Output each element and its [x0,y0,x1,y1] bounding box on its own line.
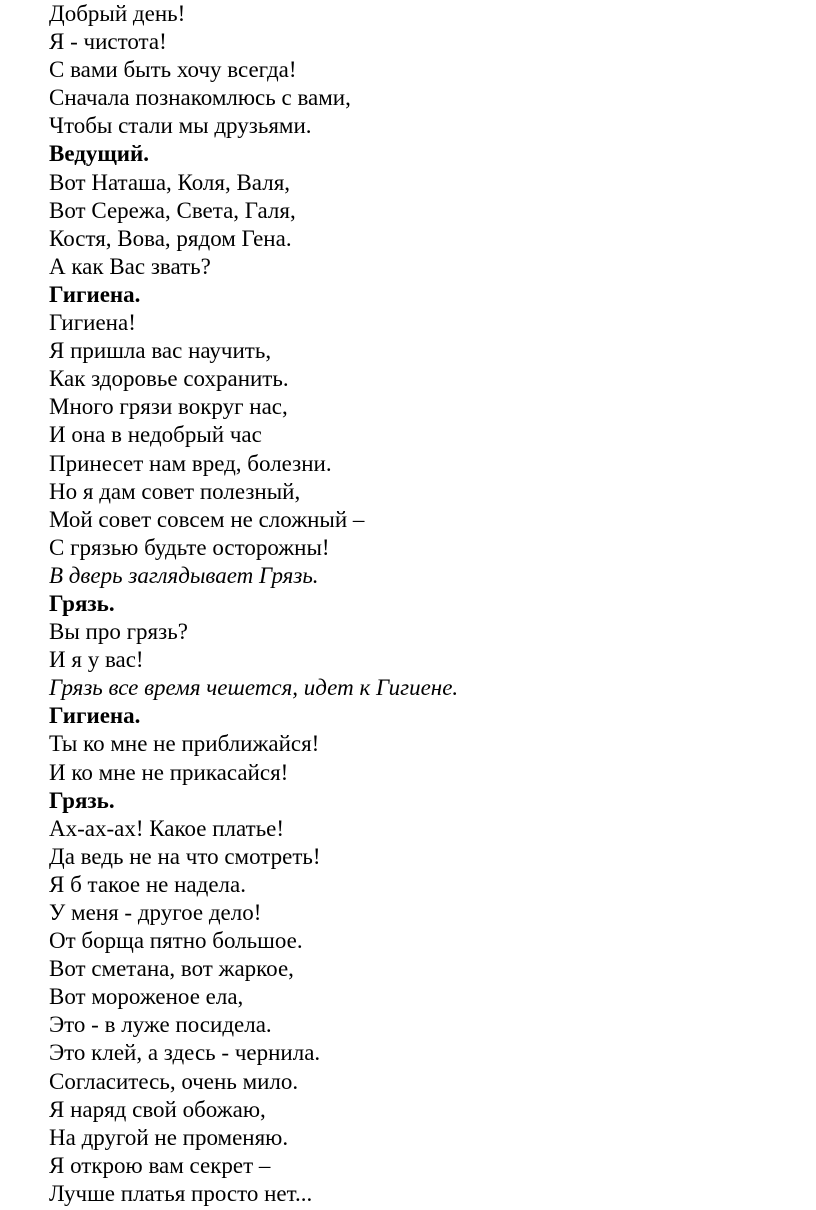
verse-line: Я открою вам секрет – [49,1152,271,1178]
document-page [49,0,799,1208]
verse-line: Вот Сережа, Света, Галя, [49,197,296,223]
speaker-name: Гигиена. [49,703,141,729]
verse-line: Это клей, а здесь - чернила. [49,1040,321,1066]
verse-line: Сначала познакомлюсь с вами, [49,85,351,111]
verse-line: С вами быть хочу всегда! [49,57,297,83]
verse-line: На другой не променяю. [49,1124,289,1150]
speaker-name: Грязь. [49,590,115,616]
stage-direction: Грязь все время чешется, идет к Гигиене. [49,675,459,701]
verse-line: Да ведь не на что смотреть! [49,843,321,869]
verse-line: Я наряд свой обожаю, [49,1096,266,1122]
verse-line: От борща пятно большое. [49,928,303,954]
verse-line: Как здоровье сохранить. [49,366,289,392]
verse-line: Лучше платья просто нет... [49,1180,313,1206]
verse-line: Ах-ах-ах! Какое платье! [49,815,285,841]
verse-line: Вот мороженое ела, [49,984,244,1010]
verse-line: Я - чистота! [49,29,167,55]
verse-line: Добрый день! [49,1,186,26]
verse-line: А как Вас звать? [49,253,211,279]
verse-line: Принесет нам вред, болезни. [49,450,332,476]
verse-line: Вот Наташа, Коля, Валя, [49,169,291,195]
verse-line: С грязью будьте осторожны! [49,534,330,560]
verse-line: Гигиена! [49,310,136,336]
verse-line: Согласитесь, очень мило. [49,1068,299,1094]
verse-line: Я пришла вас научить, [49,338,272,364]
verse-line: И ко мне не прикасайся! [49,759,289,785]
verse-line: Ты ко мне не приближайся! [49,731,320,757]
stage-direction: В дверь заглядывает Грязь. [49,562,319,588]
verse-line: Мой совет совсем не сложный – [49,506,365,532]
verse-line: Я б такое не надела. [49,871,246,897]
speaker-name: Гигиена. [49,281,141,307]
verse-line: И она в недобрый час [49,422,262,448]
verse-line: Вот сметана, вот жаркое, [49,956,294,982]
verse-line: Но я дам совет полезный, [49,478,301,504]
verse-line: Это - в луже посидела. [49,1012,272,1038]
verse-line: У меня - другое дело! [49,900,262,925]
verse-line: Костя, Вова, рядом Гена. [49,225,292,251]
verse-line: И я у вас! [49,647,144,673]
verse-line: Вы про грязь? [49,619,188,645]
speaker-name: Ведущий. [49,141,150,167]
verse-line: Много грязи вокруг нас, [49,394,288,420]
verse-line: Чтобы стали мы друзьями. [49,113,312,139]
speaker-name: Грязь. [49,787,115,813]
